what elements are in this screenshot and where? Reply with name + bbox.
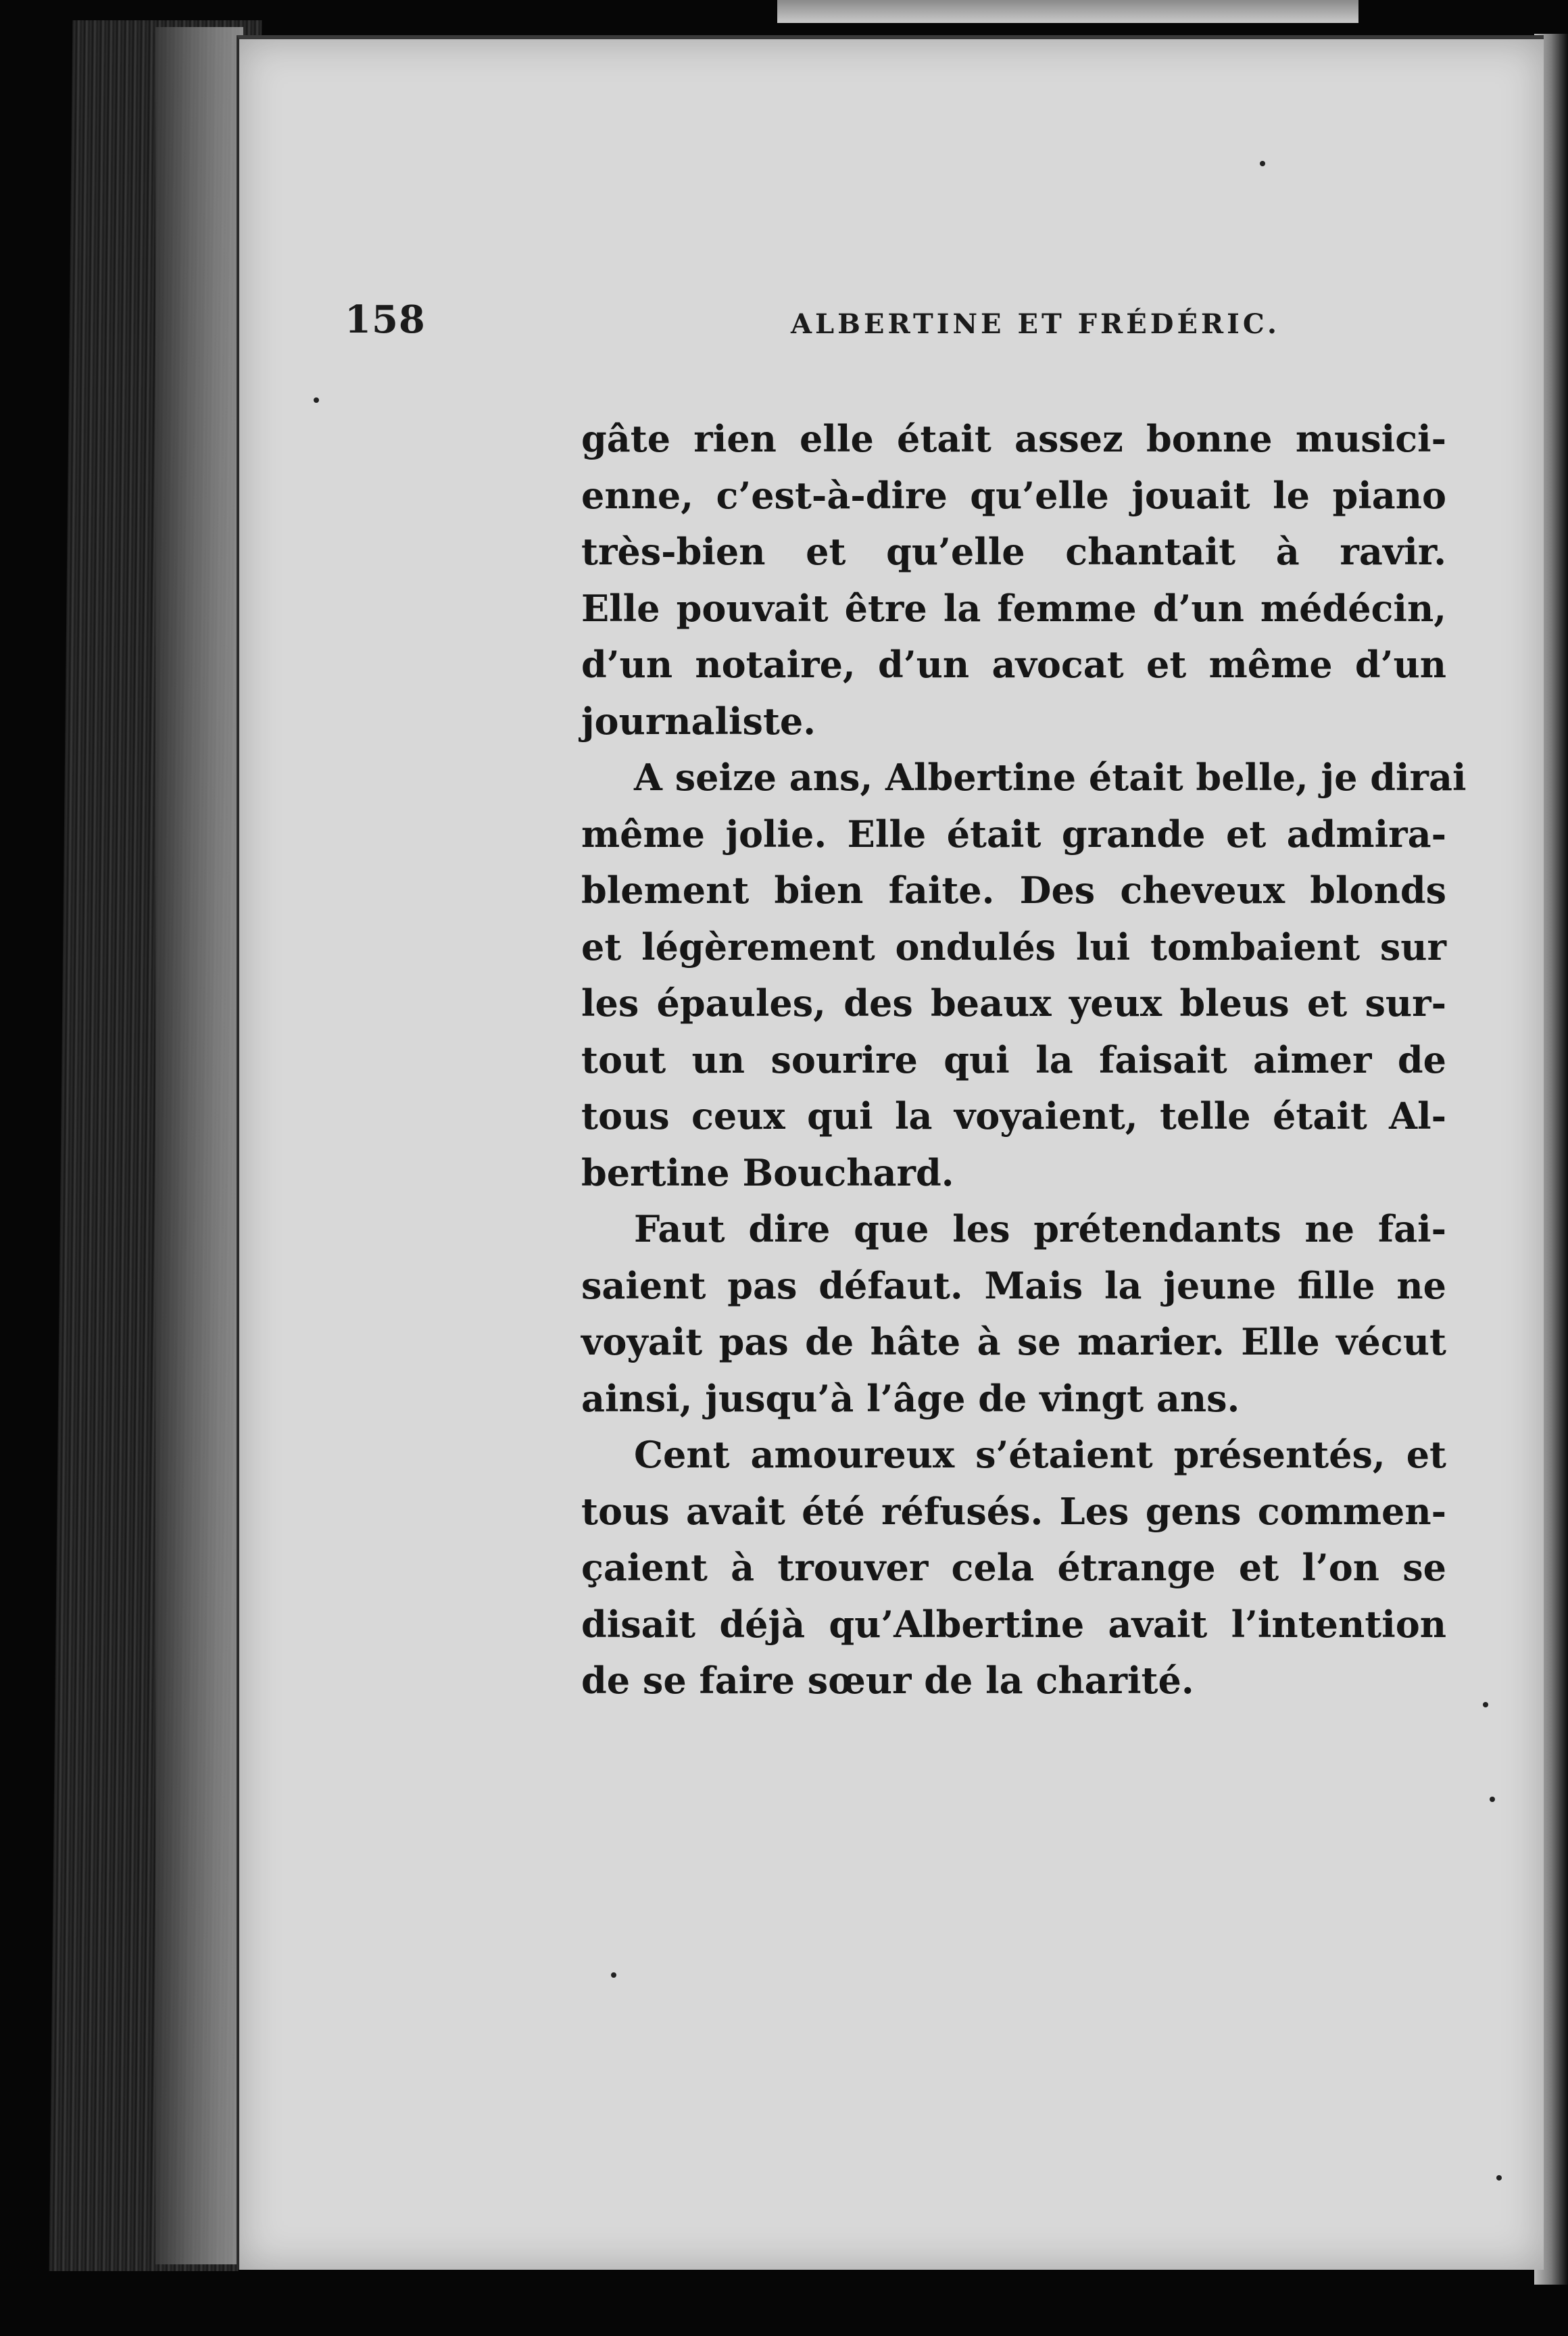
text-line: journaliste. <box>581 699 816 743</box>
text-line: blement bien faite. Des cheveux blonds <box>581 869 1446 912</box>
ink-speck <box>1260 161 1265 166</box>
text-line: A seize ans, Albertine était belle, je dirai <box>634 756 1467 799</box>
body-text <box>581 411 1467 1709</box>
text-line: même jolie. Elle était grande et admira- <box>581 812 1446 856</box>
page-edge-highlight <box>155 27 243 2264</box>
text-line: tous avait été réfusés. Les gens commen- <box>581 1489 1446 1533</box>
ink-speck <box>1483 1702 1488 1707</box>
text-line: d’un notaire, d’un avocat et même d’un <box>581 643 1446 686</box>
ink-speck <box>1490 1797 1495 1802</box>
text-line: gâte rien elle était assez bonne musici- <box>581 417 1446 460</box>
text-line: bertine Bouchard. <box>581 1150 954 1194</box>
text-line: de se faire sœur de la charité. <box>581 1659 1194 1702</box>
text-line: très-bien et qu’elle chantait à ravir. <box>581 530 1446 573</box>
page-number: 158 <box>345 297 426 342</box>
text-line: enne, c’est-à-dire qu’elle jouait le piano <box>581 473 1446 517</box>
text-line: et légèrement ondulés lui tombaient sur <box>581 925 1446 969</box>
text-line: Cent amoureux s’étaient présentés, et <box>634 1433 1446 1476</box>
text-line: tout un sourire qui la faisait aimer de <box>581 1038 1446 1081</box>
running-title: ALBERTINE ET FRÉDÉRIC. <box>791 308 1280 340</box>
ink-speck <box>314 397 319 403</box>
ink-speck <box>611 1972 616 1978</box>
text-line: saient pas défaut. Mais la jeune fille ne <box>581 1263 1446 1307</box>
text-line: Elle pouvait être la femme d’un médécin, <box>581 586 1446 630</box>
text-line: disait déjà qu’Albertine avait l’intention <box>581 1602 1446 1646</box>
text-line: voyait pas de hâte à se marier. Elle vécut <box>581 1320 1446 1363</box>
text-line: Faut dire que les prétendants ne fai- <box>634 1207 1446 1250</box>
text-line: çaient à trouver cela étrange et l’on se <box>581 1546 1446 1589</box>
top-page-edge <box>777 0 1358 23</box>
ink-speck <box>1496 2175 1502 2181</box>
text-line: ainsi, jusqu’à l’âge de vingt ans. <box>581 1376 1240 1420</box>
text-line: les épaules, des beaux yeux bleus et sur- <box>581 981 1446 1025</box>
text-line: tous ceux qui la voyaient, telle était Al- <box>581 1094 1446 1138</box>
